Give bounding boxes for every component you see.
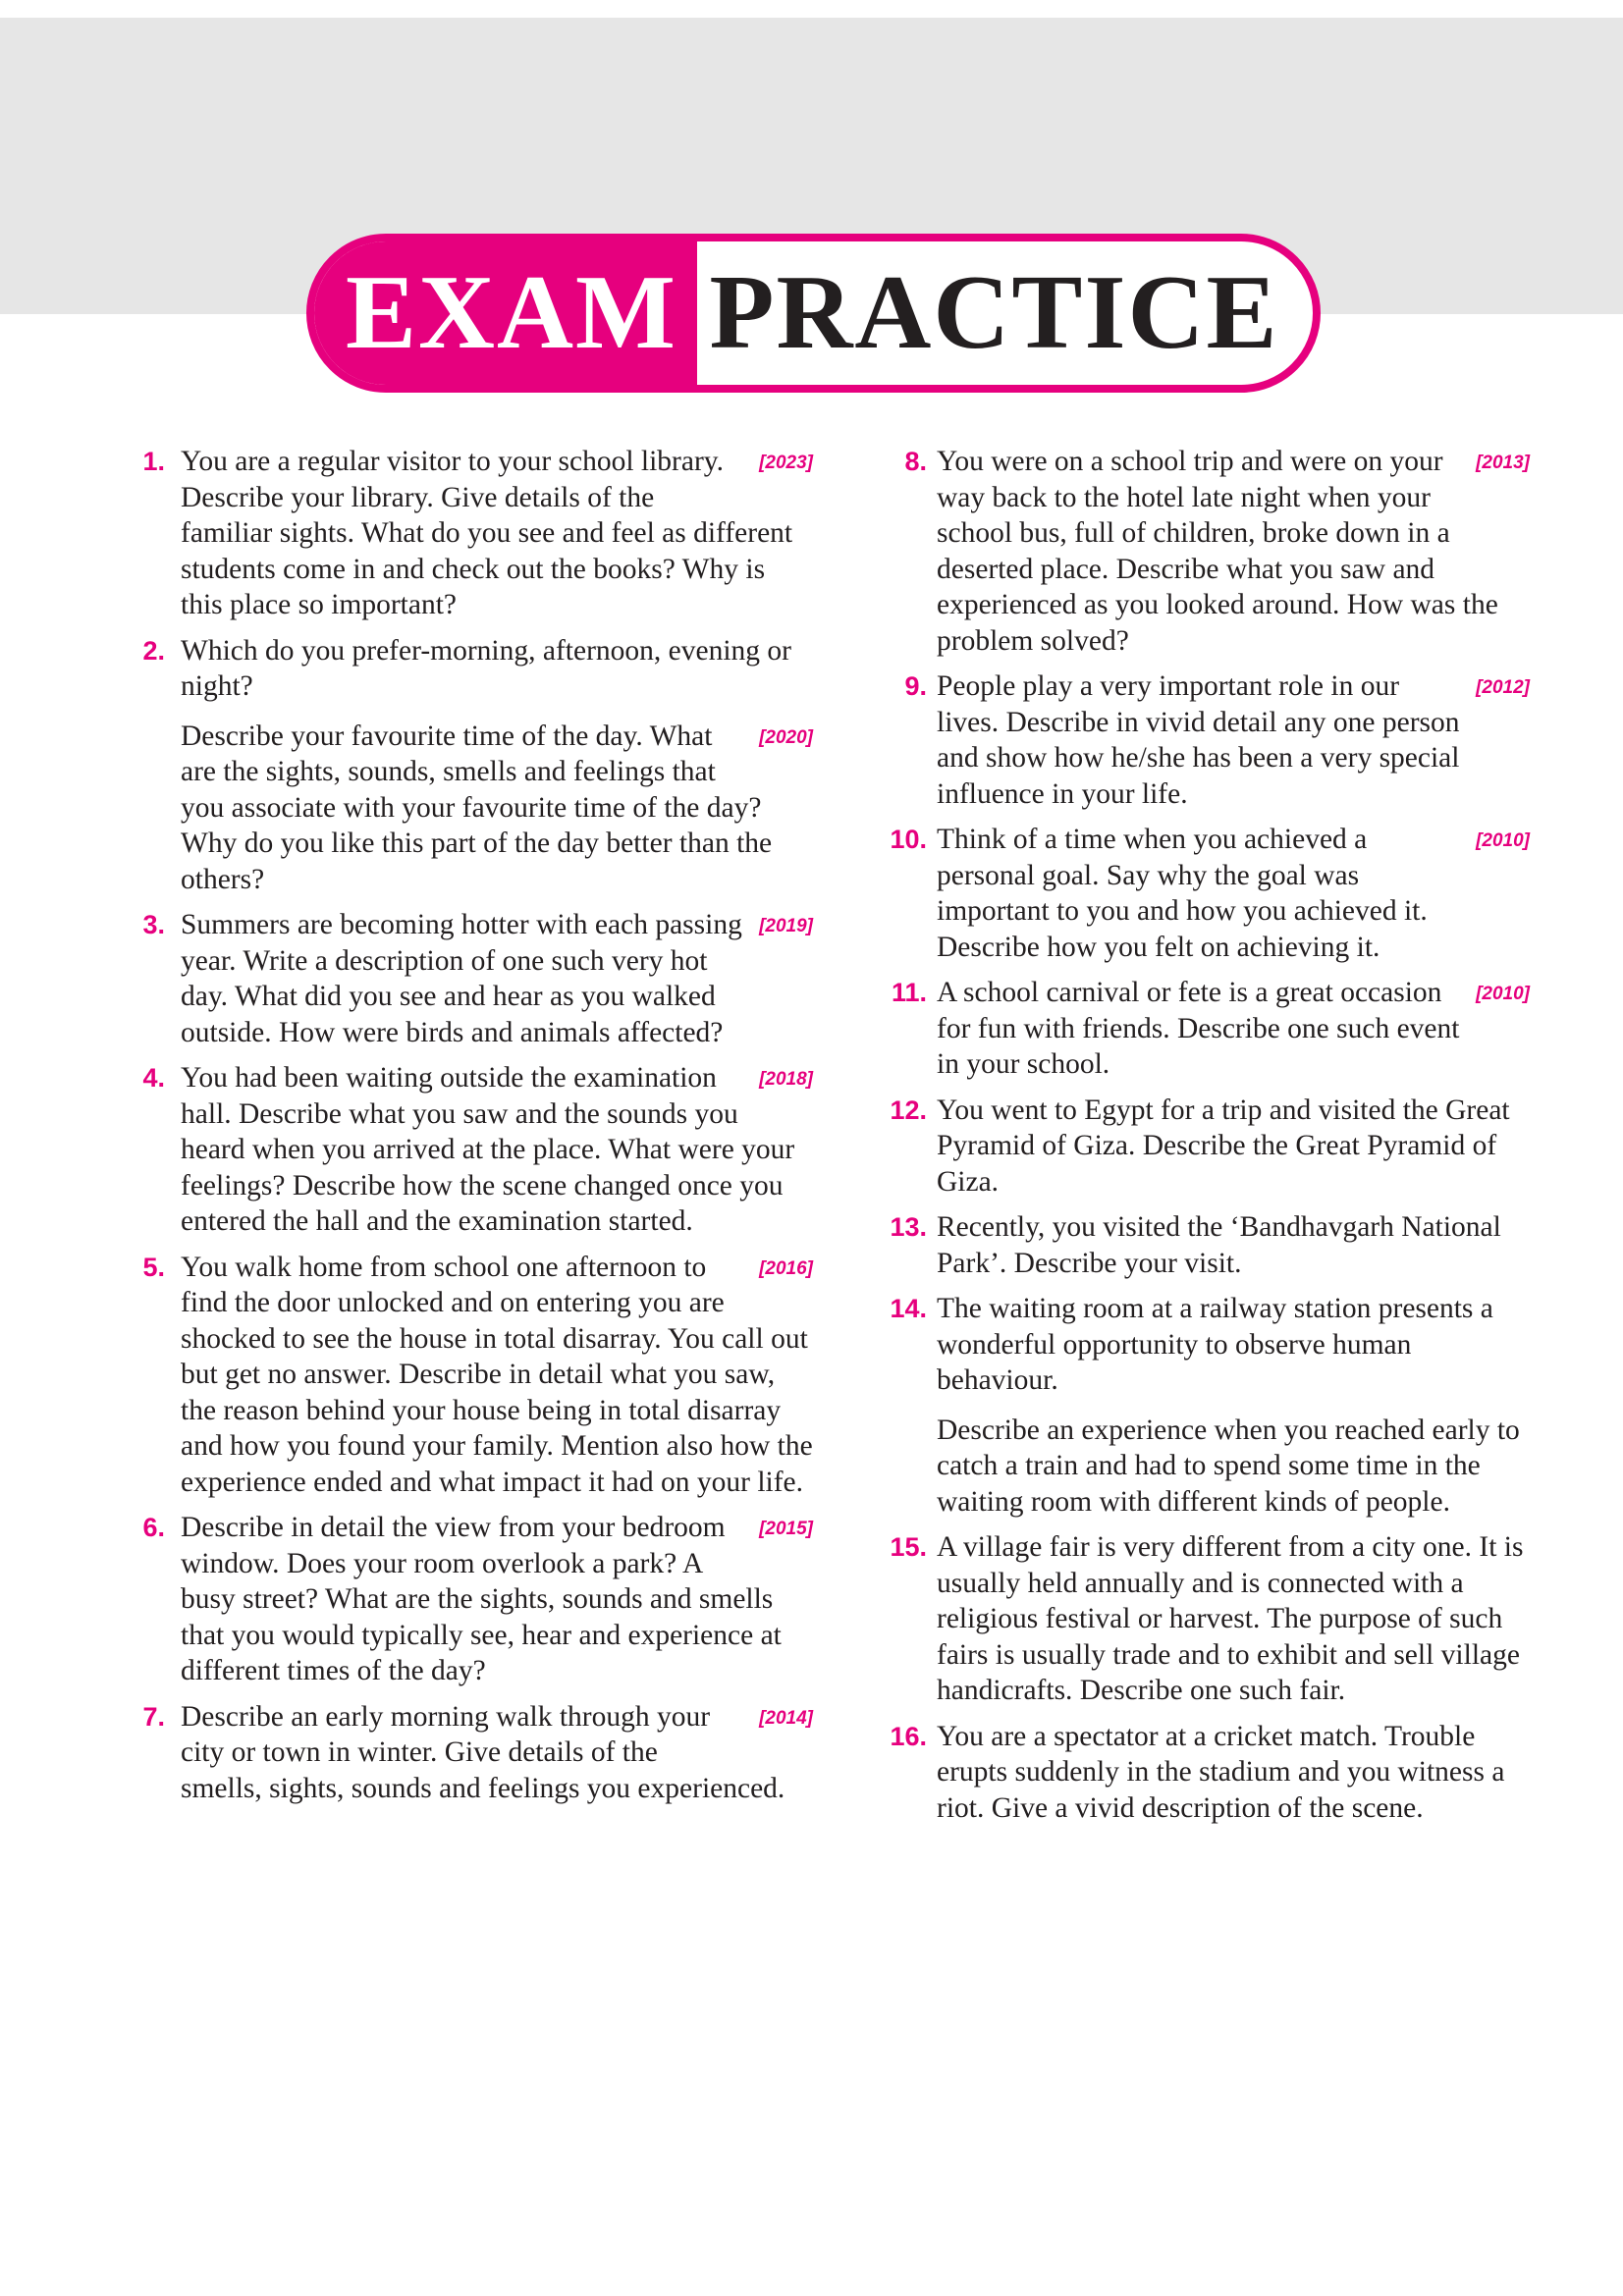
question-text	[937, 444, 1530, 659]
question-number: 7.	[142, 1701, 165, 1732]
question-text	[937, 822, 1530, 965]
year-tag: [2023]	[759, 453, 813, 473]
question-text	[937, 1413, 1530, 1521]
question-item	[872, 1719, 1530, 1827]
questions-column-left	[116, 444, 813, 1816]
banner-title-practice: PRACTICE	[709, 254, 1279, 371]
year-tag: [2020]	[759, 726, 813, 748]
question-number: 10.	[890, 825, 927, 854]
question-item	[872, 1529, 1530, 1709]
question-text	[937, 1719, 1530, 1827]
year-tag: [2019]	[759, 916, 813, 936]
question-text	[181, 1699, 813, 1807]
question-number: 11.	[891, 978, 927, 1007]
exam-practice-banner	[306, 234, 1321, 393]
question-item	[872, 822, 1530, 965]
question-number: 2.	[142, 635, 165, 666]
question-text-content: You walk home from school one afternoon to find the door unlocked and on entering you are shocked to see the house in total disarray. You call out but get no answer. Describe in detail what you saw, the reason behind your house being in total disarray and how you found your family. Mention also how the experience ended and what impact it had on your life.	[181, 1251, 813, 1498]
question-text-content: The waiting room at a railway station presents a wonderful opportunity to observe human behaviour.	[937, 1293, 1493, 1396]
question-text	[937, 1209, 1530, 1281]
question-text-content: Describe your favourite time of the day. What are the sights, sounds, smells and feelings that you associate with your favourite time of the day? Why do you like this part of the day better than the others?	[181, 720, 773, 895]
question-text	[937, 1529, 1530, 1709]
question-number: 16.	[890, 1721, 927, 1751]
question-item	[872, 1209, 1530, 1281]
question-text	[181, 1250, 813, 1501]
question-text	[181, 719, 813, 898]
question-text-content: You went to Egypt for a trip and visited the Great Pyramid of Giza. Describe the Great Pyramid of Giza.	[937, 1094, 1510, 1198]
question-number: 14.	[890, 1294, 927, 1323]
question-text-content: Summers are becoming hotter with each passing year. Write a description of one such very hot day. What did you see and hear as you walked outside. How were birds and animals affected?	[181, 909, 742, 1048]
question-item	[872, 975, 1530, 1083]
year-tag: [2016]	[759, 1257, 813, 1279]
question-text-content: A school carnival or fete is a great occasion for fun with friends. Describe one such event in your school.	[937, 977, 1460, 1080]
year-tag: [2018]	[759, 1069, 813, 1090]
year-tag: [2010]	[1476, 830, 1530, 851]
question-text	[181, 444, 813, 623]
question-number: 4.	[142, 1063, 165, 1093]
question-text	[181, 907, 813, 1050]
questions-column-right	[872, 444, 1530, 1836]
question-text-content: A village fair is very different from a city one. It is usually held annually and is connected with a religious festival or harvest. The purpose of such fairs is usually trade and to exhibit and sell village handicrafts. Describe one such fair.	[937, 1531, 1524, 1706]
question-item	[116, 1250, 813, 1501]
question-item	[116, 444, 813, 623]
question-item	[116, 633, 813, 898]
question-text	[181, 633, 813, 705]
question-item	[116, 1060, 813, 1240]
question-number: 8.	[904, 447, 927, 476]
year-tag: [2010]	[1476, 984, 1530, 1004]
question-number: 9.	[904, 671, 927, 701]
question-item	[872, 444, 1530, 659]
question-item	[872, 1291, 1530, 1520]
question-number: 13.	[890, 1212, 927, 1242]
question-text-content: Recently, you visited the ‘Bandhavgarh National Park’. Describe your visit.	[937, 1211, 1501, 1279]
question-item	[872, 1093, 1530, 1201]
year-tag: [2014]	[759, 1707, 813, 1729]
question-text	[937, 1093, 1530, 1201]
question-item	[872, 668, 1530, 812]
question-text	[181, 1510, 813, 1689]
question-text-content: You are a regular visitor to your school library. Describe your library. Give details of the familiar sights. What do you see and feel as different students come in and check out the books? Why is this place so important?	[181, 446, 793, 620]
question-item	[116, 907, 813, 1050]
question-text-content: You had been waiting outside the examination hall. Describe what you saw and the sounds you heard when you arrived at the place. What were your feelings? Describe how the scene changed once you entered the hall and the examination started.	[181, 1062, 795, 1237]
year-tag: [2013]	[1476, 453, 1530, 473]
year-tag: [2012]	[1476, 677, 1530, 698]
question-text	[937, 975, 1530, 1083]
question-text-content: Describe an experience when you reached early to catch a train and had to spend some time in the waiting room with different kinds of people.	[937, 1414, 1520, 1518]
question-text	[937, 668, 1530, 812]
question-number: 5.	[142, 1252, 165, 1282]
question-text-content: You are a spectator at a cricket match. Trouble erupts suddenly in the stadium and you witness a riot. Give a vivid description of the scene.	[937, 1720, 1505, 1824]
question-number: 3.	[142, 910, 165, 939]
question-text-content: People play a very important role in our lives. Describe in vivid detail any one person and show how he/she has been a very special influence in your life.	[937, 670, 1460, 810]
question-text	[937, 1291, 1530, 1399]
question-number: 6.	[142, 1513, 165, 1542]
question-number: 12.	[890, 1095, 927, 1125]
question-text	[181, 1060, 813, 1240]
question-text-content: Which do you prefer-morning, afternoon, evening or night?	[181, 634, 791, 702]
question-text-content: You were on a school trip and were on your way back to the hotel late night when your school bus, full of children, broke down in a deserted place. Describe what you saw and experienced as you looked around. How was the problem solved?	[937, 446, 1498, 657]
question-item	[116, 1699, 813, 1807]
question-item	[116, 1510, 813, 1689]
question-text-content: Describe in detail the view from your bedroom window. Does your room overlook a park? A busy street? What are the sights, sounds and smells that you would typically see, hear and experience at different times of the day?	[181, 1512, 782, 1686]
question-number: 15.	[890, 1532, 927, 1562]
banner-title-exam: EXAM	[314, 241, 697, 385]
year-tag: [2015]	[759, 1519, 813, 1539]
question-number: 1.	[142, 447, 165, 476]
question-text-content: Think of a time when you achieved a personal goal. Say why the goal was important to you and how you achieved it. Describe how you felt on achieving it.	[937, 824, 1428, 963]
question-text-content: Describe an early morning walk through your city or town in winter. Give details of the smells, sights, sounds and feelings you experienced.	[181, 1700, 785, 1804]
